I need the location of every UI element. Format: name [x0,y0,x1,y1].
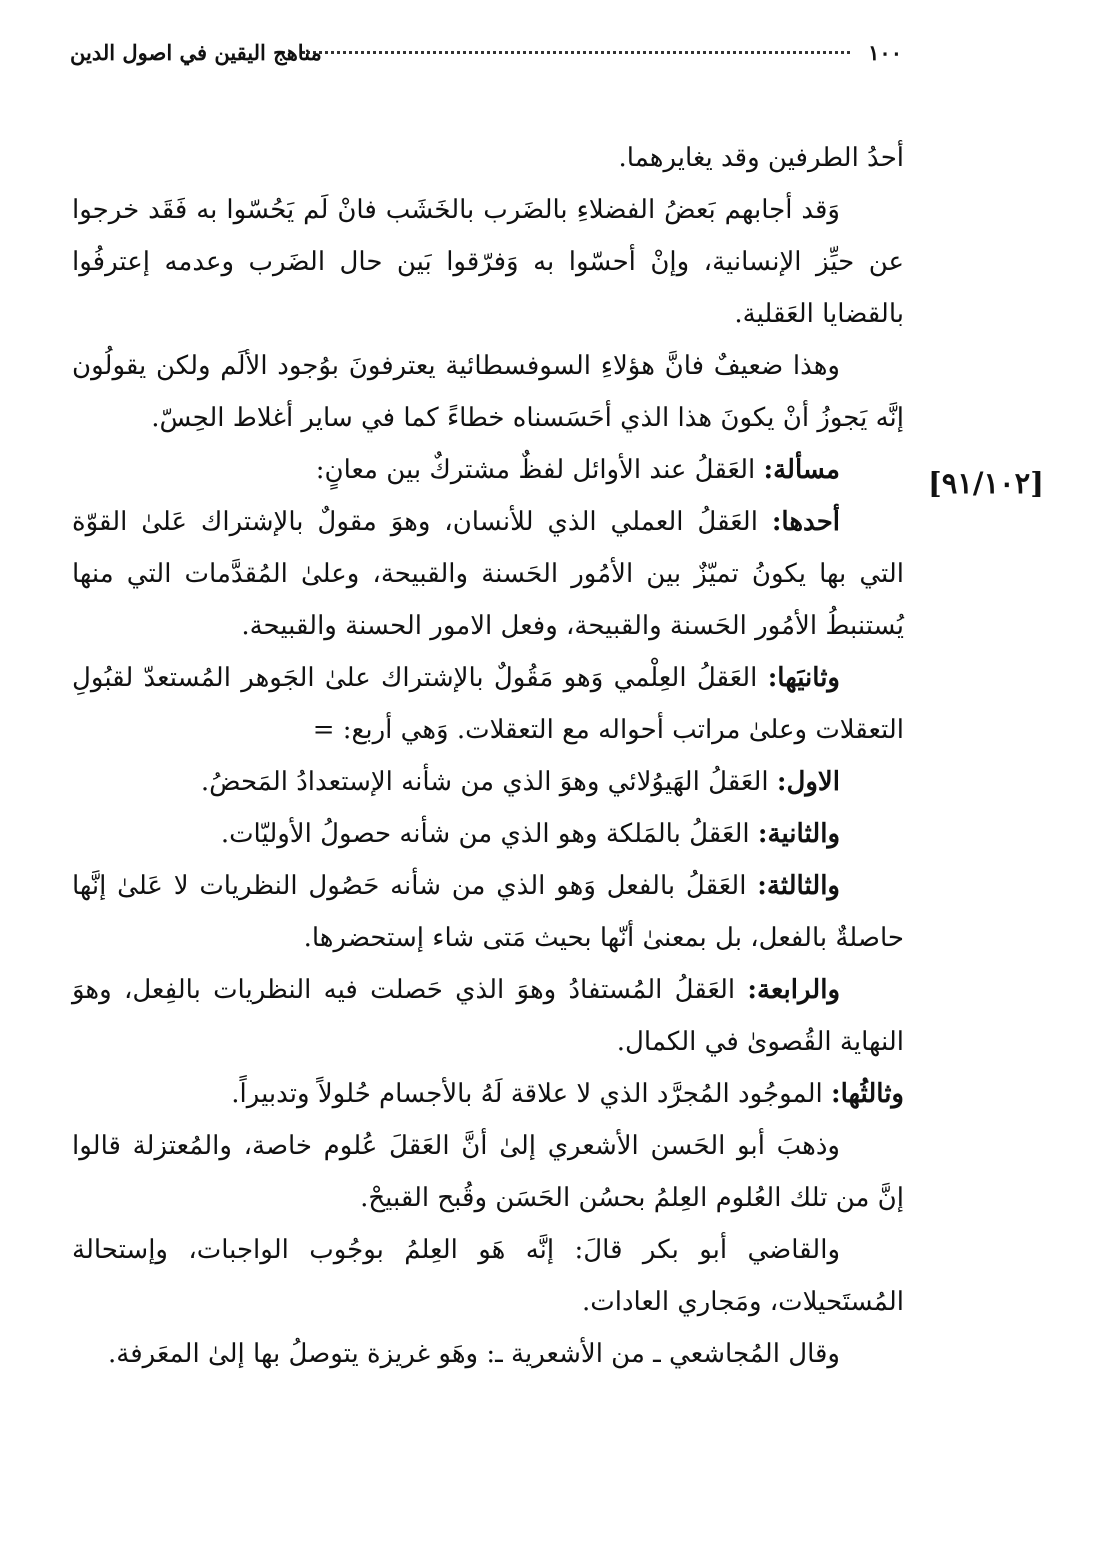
paragraph-third-meaning: وثالثُها: الموجُود المُجرَّد الذي لا علاقة لَهُ بالأجسام حُلولاً وتدبيراً. [231,1079,904,1109]
term-lead: أحدها: [771,507,840,537]
page-number: ١٠٠ [868,40,902,65]
manuscript-page-marker: [٩١/١٠٢] [928,466,1044,500]
paragraph-level-fourth: والرابعة: العَقلُ المُستفادُ وهوَ الذي حَصلت فيه النظريات بالفِعل، وهوَ النهاية القُصوىٰ في الكمال. [72,975,904,1057]
term-lead: وثانيَها: [767,663,840,693]
book-title: مناهج اليقين في اصول الدين [70,40,322,65]
paragraph-first-meaning: أحدها: العَقلُ العملي الذي للأنسان، وهوَ مقولٌ بالإشتراك عَلىٰ القوّة التي بها يكونُ تميّزٌ بين الأمُور الحَسنة والقبيحة، وعلىٰ المُقدَّمات التي منها يُستنبطُ الأمُور الحَسنة والقبيحة، وفعل الامور الحسنة والقبيحة. [72,507,904,641]
paragraph: وذهبَ أبو الحَسن الأشعري إلىٰ أنَّ العَقلَ عُلوم خاصة، والمُعتزلة قالوا إنَّ من تلك العُلوم العِلمُ بحسُن الحَسَن وقُبح القبيحْ. [72,1131,904,1213]
paragraph-level-first: الاول: العَقلُ الهَيوُلائي وهوَ الذي من شأنه الإستعدادُ المَحضُ. [200,767,840,797]
paragraph: وَقد أجابهم بَعضُ الفضلاءِ بالضَرب بالخَشَب فانْ لَم يَحُسّوا به فَقَد خرجوا عن حيِّز الإنسانية، وإنْ أحسّوا به وَفرّقوا بَين حال الضَرب وعدمه إعترفُوا بالقضايا العَقلية. [72,195,904,329]
paragraph-level-second: والثانية: العَقلُ بالمَلكة وهو الذي من شأنه حصولُ الأوليّات. [220,819,840,849]
body-text [72,132,904,1380]
paragraph-masala: مسألة: العَقلُ عند الأوائل لفظٌ مشتركٌ بين معانٍ: [315,455,840,485]
header-dot-leader [302,51,850,54]
paragraph: والقاضي أبو بكر قالَ: إنَّه هَو العِلمُ بوجُوب الواجبات، وإستحالة المُستَحيلات، ومَجاري العادات. [72,1235,904,1317]
running-header [70,40,902,80]
paragraph: وهذا ضعيفٌ فانَّ هؤلاءِ السوفسطائية يعترفونَ بوُجود الألَم ولكن يقولُون إنَّه يَجوزُ أنْ يكونَ هذا الذي أحَسَسناه خطاءً كما في ساير أغلاط الحِسّ. [72,351,904,433]
paragraph: وقال المُجاشعي ـ من الأشعرية ـ: وهَو غريزة يتوصلُ بها إلىٰ المعَرفة. [108,1339,840,1369]
paragraph: أحدُ الطرفين وقد يغايرهما. [618,143,904,173]
paragraph-second-meaning: وثانيَها: العَقلُ العِلْمي وَهو مَقُولٌ بالإشتراك علىٰ الجَوهر المُستعدّ لقبُولِ التعقلات وعلىٰ مراتب أحواله مع التعقلات. وَهي أربع: = [72,663,904,745]
term-lead: والثانية: [757,819,840,849]
term-lead: والرابعة: [747,975,840,1005]
term-lead: والثالثة: [757,871,840,901]
term-lead: مسألة: [763,455,840,485]
term-lead: الاول: [776,767,840,797]
term-lead: وثالثُها: [831,1079,904,1109]
paragraph-level-third: والثالثة: العَقلُ بالفعل وَهو الذي من شأنه حَصُول النظريات لا عَلىٰ إنَّها حاصلةٌ بالفعل، بل بمعنىٰ أنّها بحيث مَتى شاء إستحضرها. [72,871,904,953]
